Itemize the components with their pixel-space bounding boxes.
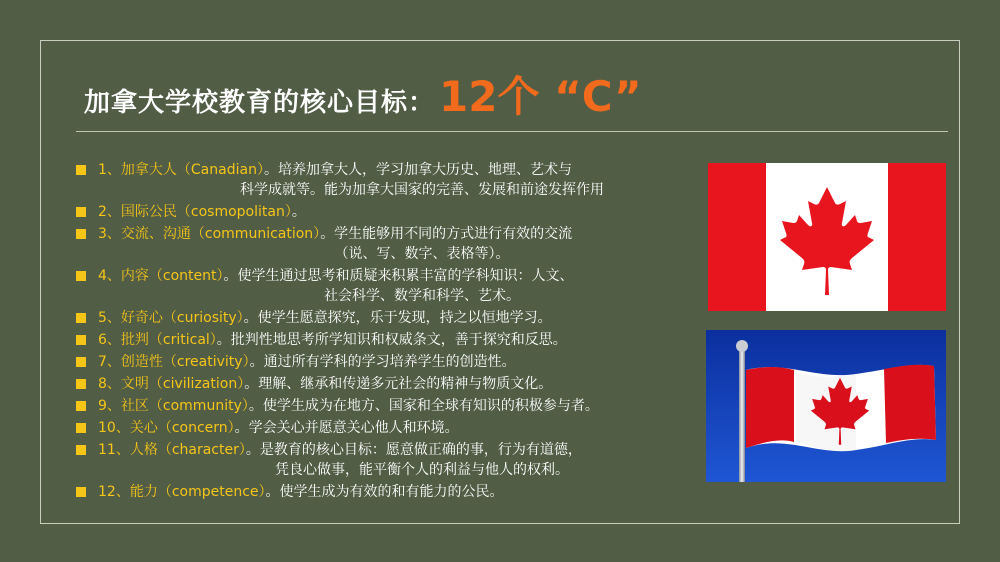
item-desc: 。使学生成为有效的和有能力的公民。 — [265, 484, 504, 500]
item-desc: 。使学生成为在地方、国家和全球有知识的积极参与者。 — [248, 398, 599, 414]
list-item — [76, 224, 706, 264]
list-item — [76, 202, 706, 222]
list-item — [76, 352, 706, 372]
list-item — [76, 396, 706, 416]
bullet-square-icon — [76, 445, 86, 455]
goals-list — [76, 160, 706, 504]
bullet-square-icon — [76, 313, 86, 323]
canada-flag-image — [708, 163, 946, 311]
item-desc: 。是教育的核心目标：愿意做正确的事，行为有道德， — [245, 442, 582, 458]
item-desc: 。培养加拿大人，学习加拿大历史、地理、艺术与 — [263, 162, 572, 178]
title-accent: 12个 “C” — [439, 72, 642, 121]
item-desc: 。学生能够用不同的方式进行有效的交流 — [320, 226, 573, 242]
item-continuation: 社会科学、数学和科学、艺术。 — [324, 288, 520, 304]
item-continuation: 凭良心做事，能平衡个人的利益与他人的权利。 — [275, 462, 569, 478]
item-term: 1、加拿大人（Canadian） — [98, 162, 264, 178]
item-continuation: （说、写、数字、表格等）。 — [334, 246, 510, 262]
item-term: 10、关心（concern） — [98, 420, 235, 436]
item-desc: 。使学生通过思考和质疑来积累丰富的学科知识：人文、 — [223, 268, 574, 284]
bullet-square-icon — [76, 401, 86, 411]
bullet-square-icon — [76, 357, 86, 367]
title-text: 加拿大学校教育的核心目标： — [84, 88, 436, 118]
item-desc: 。学会关心并愿意关心他人和环境。 — [234, 420, 459, 436]
item-term: 2、国际公民（cosmopolitan） — [98, 204, 292, 220]
list-item — [76, 418, 706, 438]
item-continuation: 科学成就等。能为加拿大国家的完善、发展和前途发挥作用 — [240, 182, 604, 198]
list-item — [76, 308, 706, 328]
slide-title — [84, 64, 642, 120]
item-term: 7、创造性（creativity） — [98, 354, 250, 370]
bullet-square-icon — [76, 165, 86, 175]
item-term: 9、社区（community） — [98, 398, 249, 414]
item-desc: 。理解、继承和传递多元社会的精神与物质文化。 — [244, 376, 553, 392]
bullet-square-icon — [76, 207, 86, 217]
item-term: 3、交流、沟通（communication） — [98, 226, 321, 242]
item-desc: 。使学生愿意探究，乐于发现，持之以恒地学习。 — [243, 310, 552, 326]
item-term: 4、内容（content） — [98, 268, 224, 284]
item-term: 8、文明（civilization） — [98, 376, 245, 392]
bullet-square-icon — [76, 487, 86, 497]
list-item — [76, 160, 706, 200]
list-item — [76, 440, 706, 480]
item-term: 12、能力（competence） — [98, 484, 266, 500]
item-desc: 。批判性地思考所学知识和权威条文，善于探究和反思。 — [216, 332, 567, 348]
bullet-square-icon — [76, 335, 86, 345]
bullet-square-icon — [76, 271, 86, 281]
bullet-square-icon — [76, 379, 86, 389]
title-divider — [76, 131, 948, 132]
canada-flag-waving-image — [706, 330, 946, 482]
list-item — [76, 330, 706, 350]
item-term: 11、人格（character） — [98, 442, 246, 458]
item-desc: 。通过所有学科的学习培养学生的创造性。 — [249, 354, 516, 370]
item-desc: 。 — [291, 204, 306, 220]
item-term: 5、好奇心（curiosity） — [98, 310, 244, 326]
list-item — [76, 266, 706, 306]
item-term: 6、批判（critical） — [98, 332, 217, 348]
bullet-square-icon — [76, 229, 86, 239]
list-item — [76, 482, 706, 502]
bullet-square-icon — [76, 423, 86, 433]
list-item — [76, 374, 706, 394]
